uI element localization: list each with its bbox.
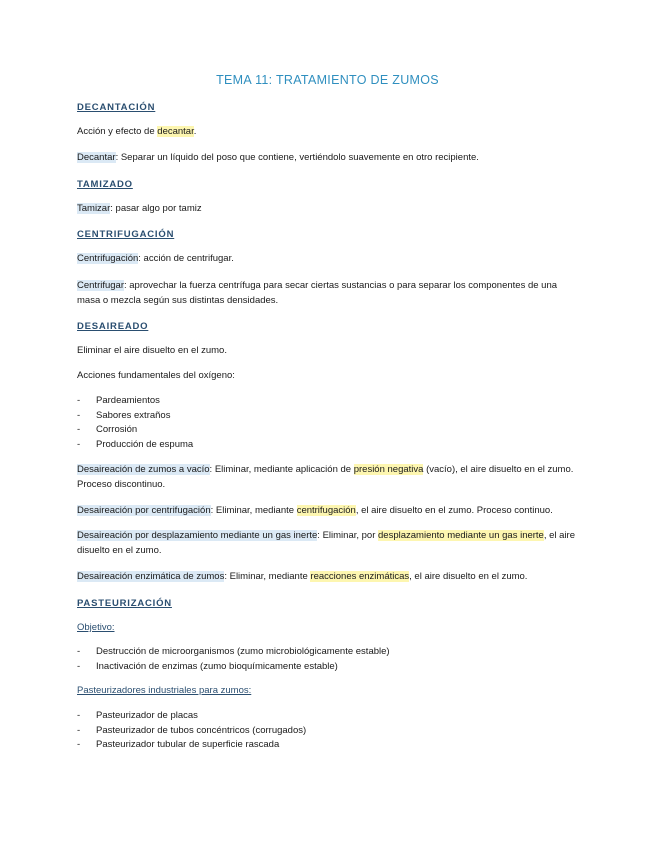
text-segment: : Separar un líquido del poso que contiene, vertiéndolo suavemente en otro recipiente.	[115, 152, 479, 163]
list-item: - Pardeamientos	[77, 394, 193, 409]
list-item: - Pasteurizador tubular de superficie rascada	[77, 738, 306, 753]
term-centrifugacion: Centrifugación	[77, 253, 139, 264]
paragraph-tamizar	[77, 201, 582, 216]
heading-decantacion: DECANTACIÓN	[77, 102, 156, 113]
list-item: - Inactivación de enzimas (zumo bioquímicamente estable)	[77, 660, 390, 675]
term-desaireacion-enzimatica: Desaireación enzimática de zumos	[77, 571, 225, 582]
highlight-decantar: decantar	[157, 126, 194, 137]
list-objetivo	[77, 645, 390, 674]
term-desaireacion-vacio: Desaireación de zumos a vacío	[77, 464, 210, 475]
text-segment: : pasar algo por tamiz	[110, 203, 202, 214]
heading-tamizado: TAMIZADO	[77, 179, 133, 190]
highlight-gas-inerte: desplazamiento mediante un gas inerte	[378, 530, 544, 541]
subheading-pasteurizadores: Pasteurizadores industriales para zumos:	[77, 685, 252, 696]
paragraph-desaireacion-gas-inerte	[77, 528, 582, 558]
paragraph-desaireacion-centrifugacion	[77, 503, 582, 518]
text-segment: : Eliminar, por	[317, 530, 379, 541]
highlight-presion-negativa: presión negativa	[353, 464, 424, 475]
highlight-centrifugacion: centrifugación	[296, 505, 356, 516]
list-item: - Corrosión	[77, 423, 193, 438]
text-segment: Acción y efecto de	[77, 126, 158, 137]
paragraph-centrifugar	[77, 278, 582, 308]
heading-pasteurizacion: PASTEURIZACIÓN	[77, 598, 172, 609]
paragraph-decantar	[77, 150, 582, 165]
text-segment: : aprovechar la fuerza centrífuga para secar ciertas sustancias o para separar los componentes de una masa o mezcla según sus distintas densidades.	[77, 280, 558, 306]
term-tamizar: Tamizar	[77, 203, 111, 214]
text-segment: .	[193, 126, 197, 137]
list-item: - Producción de espuma	[77, 438, 193, 453]
text-segment: , el aire disuelto en el zumo.	[77, 530, 575, 556]
list-item: - Pasteurizador de placas	[77, 709, 306, 724]
paragraph-decantacion-definition	[77, 124, 582, 139]
list-item: - Destrucción de microorganismos (zumo microbiológicamente estable)	[77, 645, 390, 660]
text-segment: : Eliminar, mediante	[224, 571, 311, 582]
list-pasteurizadores	[77, 709, 306, 753]
paragraph-acciones-oxigeno: Acciones fundamentales del oxígeno:	[77, 370, 235, 381]
text-segment: : Eliminar, mediante aplicación de	[209, 464, 354, 475]
paragraph-centrifugacion	[77, 251, 582, 266]
paragraph-desaireacion-vacio	[77, 462, 582, 492]
paragraph-desaireado: Eliminar el aire disuelto en el zumo.	[77, 345, 227, 356]
term-desaireacion-gas-inerte: Desaireación por desplazamiento mediante un gas inerte	[77, 530, 318, 541]
heading-desaireado: DESAIREADO	[77, 321, 149, 332]
page-title: TEMA 11: TRATAMIENTO DE ZUMOS	[216, 73, 439, 87]
list-item: - Sabores extraños	[77, 409, 193, 424]
subheading-objetivo: Objetivo:	[77, 622, 115, 633]
text-segment: , el aire disuelto en el zumo. Proceso continuo.	[355, 505, 553, 516]
term-desaireacion-centrifugacion: Desaireación por centrifugación	[77, 505, 211, 516]
text-segment: , el aire disuelto en el zumo.	[409, 571, 528, 582]
text-segment: : acción de centrifugar.	[138, 253, 234, 264]
paragraph-desaireacion-enzimatica	[77, 569, 582, 584]
term-decantar: Decantar	[77, 152, 116, 163]
text-segment: : Eliminar, mediante	[210, 505, 297, 516]
heading-centrifugacion: CENTRIFUGACIÓN	[77, 229, 175, 240]
term-centrifugar: Centrifugar	[77, 280, 124, 291]
highlight-reacciones-enzimaticas: reacciones enzimáticas	[310, 571, 410, 582]
list-acciones-oxigeno	[77, 394, 193, 452]
list-item: - Pasteurizador de tubos concéntricos (corrugados)	[77, 724, 306, 739]
text-segment: (vacío), el aire disuelto en el zumo. Proceso discontinuo.	[77, 464, 574, 490]
